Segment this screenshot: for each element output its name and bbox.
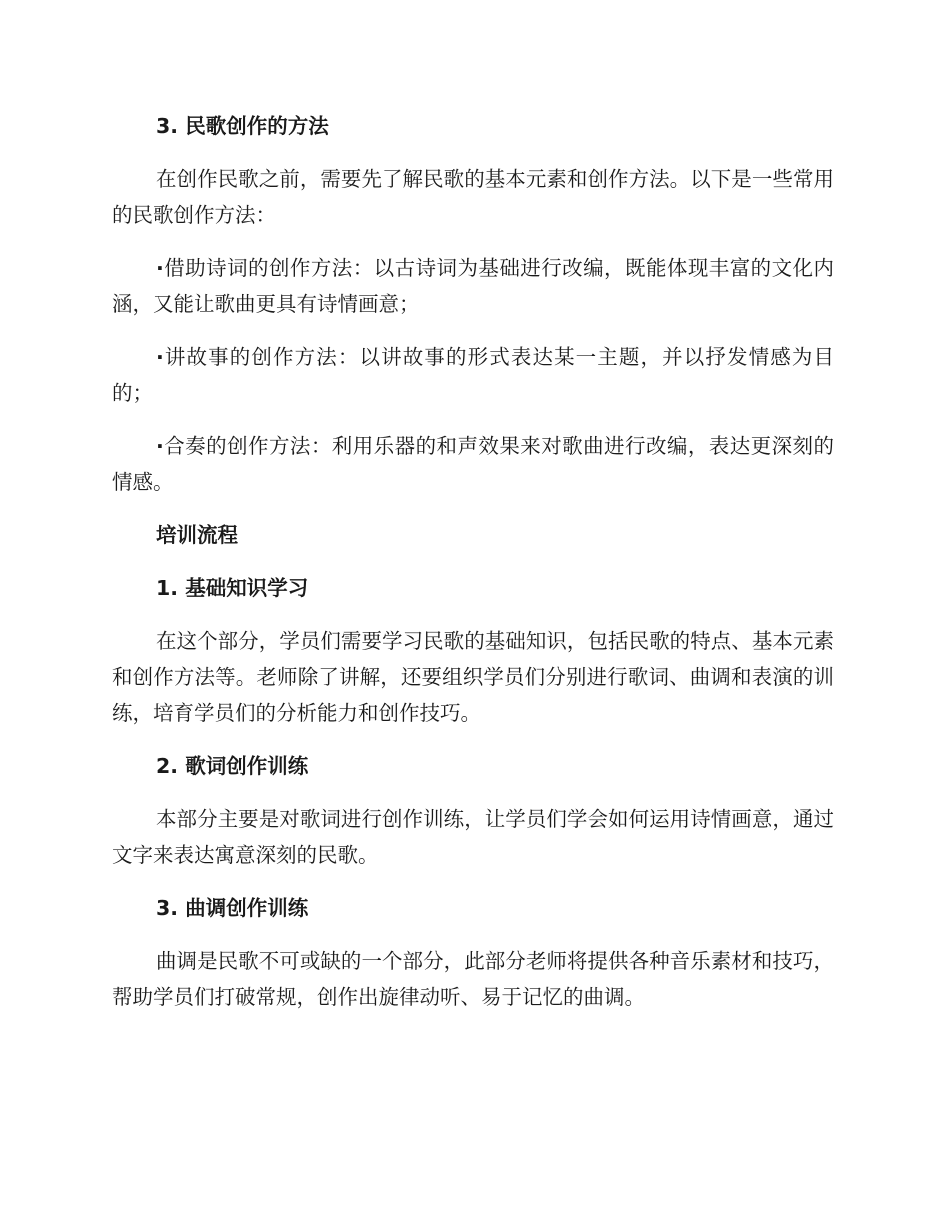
bullet-text: 借助诗词的创作方法：以古诗词为基础进行改编，既能体现丰富的文化内涵，又能让歌曲更具有诗情画意； <box>112 256 834 316</box>
bullet-text: 讲故事的创作方法：以讲故事的形式表达某一主题，并以抒发情感为目的； <box>112 345 834 405</box>
bullet-item-storytelling <box>112 339 834 411</box>
bullet-marker: · <box>156 345 164 369</box>
paragraph-basic-knowledge: 在这个部分，学员们需要学习民歌的基础知识，包括民歌的特点、基本元素和创作方法等。老师除了讲解，还要组织学员们分别进行歌词、曲调和表演的训练，培育学员们的分析能力和创作技巧。 <box>112 629 834 725</box>
section-heading-basic-knowledge: 1. 基础知识学习 <box>156 576 309 600</box>
bullet-text: 合奏的创作方法：利用乐器的和声效果来对歌曲进行改编，表达更深刻的情感。 <box>112 434 834 494</box>
paragraph-methods-intro: 在创作民歌之前，需要先了解民歌的基本元素和创作方法。以下是一些常用的民歌创作方法： <box>112 167 834 227</box>
bullet-marker: · <box>156 256 164 280</box>
paragraph-lyrics-training: 本部分主要是对歌词进行创作训练，让学员们学会如何运用诗情画意，通过文字来表达寓意深刻的民歌。 <box>112 807 834 867</box>
section-heading-training-process: 培训流程 <box>156 523 238 547</box>
paragraph-melody-training: 曲调是民歌不可或缺的一个部分，此部分老师将提供各种音乐素材和技巧，帮助学员们打破常规，创作出旋律动听、易于记忆的曲调。 <box>112 949 834 1009</box>
section-heading-lyrics-training: 2. 歌词创作训练 <box>156 754 309 778</box>
section-heading-methods: 3. 民歌创作的方法 <box>156 114 329 138</box>
document-page <box>112 108 834 1032</box>
bullet-marker: · <box>156 434 164 458</box>
bullet-item-ensemble <box>112 428 834 500</box>
bullet-item-poetry <box>112 250 834 322</box>
section-heading-melody-training: 3. 曲调创作训练 <box>156 896 309 920</box>
